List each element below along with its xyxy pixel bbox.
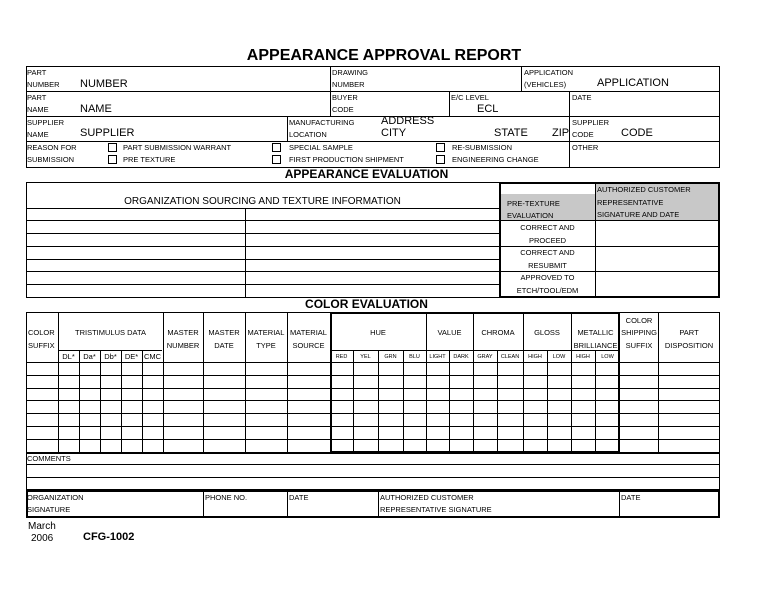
phone-label: PHONE NO. bbox=[205, 493, 248, 502]
material-type-label-2: TYPE bbox=[256, 341, 276, 350]
drawing-number-label-1: DRAWING bbox=[332, 68, 368, 77]
mfg-location-label-1: MANUFACTURING bbox=[289, 118, 355, 127]
org-signature-label-1: ORGANIZATION bbox=[27, 493, 84, 502]
date-label: DATE bbox=[572, 93, 592, 102]
shipping-suffix-label-2: SHIPPING bbox=[621, 328, 657, 337]
part-name-label-1: PART bbox=[27, 93, 47, 102]
supplier-name-label-1: SUPPLIER bbox=[27, 118, 65, 127]
chroma-label: CHROMA bbox=[481, 328, 515, 337]
ec-level-label: E/C LEVEL bbox=[451, 93, 489, 102]
part-number-label-2: NUMBER bbox=[27, 80, 60, 89]
material-source-label-1: MATERIAL bbox=[290, 328, 327, 337]
pretexture-label-2: EVALUATION bbox=[507, 211, 554, 220]
drawing-number-label-2: NUMBER bbox=[332, 80, 365, 89]
color-evaluation-title: COLOR EVALUATION bbox=[305, 297, 428, 311]
application-label-1: APPLICATION bbox=[524, 68, 574, 77]
metallic-col-low: LOW bbox=[601, 354, 614, 360]
hue-col-yel: YEL bbox=[360, 354, 371, 360]
zip-value[interactable]: ZIP bbox=[552, 127, 570, 139]
city-value[interactable]: CITY bbox=[381, 127, 407, 139]
auth-header-3: SIGNATURE AND DATE bbox=[597, 210, 680, 219]
shipping-suffix-label-3: SUFFIX bbox=[625, 341, 653, 350]
approved-etch-1: APPROVED TO bbox=[520, 273, 575, 282]
part-submission-warrant-checkbox[interactable] bbox=[108, 143, 117, 152]
metallic-label-1: METALLIC bbox=[577, 328, 614, 337]
appearance-evaluation-title: APPEARANCE EVALUATION bbox=[284, 167, 449, 181]
application-value[interactable]: APPLICATION bbox=[597, 77, 669, 89]
master-date-label-1: MASTER bbox=[208, 328, 240, 337]
auth-date-label: DATE bbox=[621, 493, 641, 502]
correct-resubmit-2: RESUBMIT bbox=[528, 261, 567, 270]
gloss-col-high: HIGH bbox=[528, 354, 542, 360]
supplier-code-label-1: SUPPLIER bbox=[572, 118, 610, 127]
shipping-suffix-label-1: COLOR bbox=[625, 316, 653, 325]
supplier-name-value[interactable]: SUPPLIER bbox=[80, 127, 135, 139]
mfg-location-label-2: LOCATION bbox=[289, 130, 327, 139]
metallic-label-2: BRILLIANCE bbox=[573, 341, 618, 350]
part-name-label-2: NAME bbox=[27, 105, 49, 114]
first-production-shipment-label: FIRST PRODUCTION SHIPMENT bbox=[289, 155, 404, 164]
comments-label: COMMENTS bbox=[27, 454, 71, 463]
other-label: OTHER bbox=[572, 143, 599, 152]
first-production-shipment-checkbox[interactable] bbox=[272, 155, 281, 164]
material-source-label-2: SOURCE bbox=[292, 341, 325, 350]
gloss-col-low: LOW bbox=[552, 354, 566, 360]
address-value[interactable]: ADDRESS bbox=[381, 115, 435, 127]
metallic-col-high: HIGH bbox=[576, 354, 590, 360]
pre-texture-checkbox[interactable] bbox=[108, 155, 117, 164]
engineering-change-label: ENGINEERING CHANGE bbox=[452, 155, 539, 164]
tri-col-de: DE* bbox=[124, 352, 139, 361]
re-submission-label: RE-SUBMISSION bbox=[452, 143, 513, 152]
signature-date-label: DATE bbox=[289, 493, 309, 502]
buyer-code-label-1: BUYER bbox=[332, 93, 358, 102]
material-type-label-1: MATERIAL bbox=[247, 328, 285, 337]
application-label-2: (VEHICLES) bbox=[524, 80, 567, 89]
revision-year: 2006 bbox=[31, 533, 54, 544]
org-signature-label-2: SIGNATURE bbox=[27, 505, 71, 514]
part-number-value[interactable]: NUMBER bbox=[80, 78, 128, 90]
engineering-change-checkbox[interactable] bbox=[436, 155, 445, 164]
approved-etch-2: ETCH/TOOL/EDM bbox=[516, 286, 579, 295]
auth-header-2: REPRESENTATIVE bbox=[597, 198, 664, 207]
supplier-name-label-2: NAME bbox=[27, 130, 49, 139]
value-col-dark: DARK bbox=[453, 354, 469, 360]
special-sample-label: SPECIAL SAMPLE bbox=[289, 143, 353, 152]
hue-col-grn: GRN bbox=[384, 354, 397, 360]
master-date-label-2: DATE bbox=[214, 341, 234, 350]
tri-col-dl: DL* bbox=[62, 352, 75, 361]
revision-month: March bbox=[28, 521, 56, 532]
report-title: APPEARANCE APPROVAL REPORT bbox=[246, 47, 522, 64]
pretexture-label-1: PRE-TEXTURE bbox=[507, 199, 560, 208]
supplier-code-value[interactable]: CODE bbox=[621, 127, 653, 139]
re-submission-checkbox[interactable] bbox=[436, 143, 445, 152]
correct-proceed-1: CORRECT AND bbox=[520, 223, 575, 232]
ec-level-value[interactable]: ECL bbox=[477, 103, 499, 115]
correct-resubmit-1: CORRECT AND bbox=[520, 248, 575, 257]
signature-row bbox=[26, 490, 720, 518]
tristimulus-label: TRISTIMULUS DATA bbox=[75, 328, 146, 337]
part-name-value[interactable]: NAME bbox=[80, 103, 112, 115]
master-number-label-1: MASTER bbox=[167, 328, 199, 337]
value-col-light: LIGHT bbox=[429, 354, 446, 360]
buyer-code-label-2: CODE bbox=[332, 105, 354, 114]
special-sample-checkbox[interactable] bbox=[272, 143, 281, 152]
comments-area[interactable] bbox=[26, 453, 720, 490]
chroma-col-clean: CLEAN bbox=[500, 354, 520, 360]
supplier-code-label-2: CODE bbox=[572, 130, 594, 139]
hue-col-red: RED bbox=[335, 354, 348, 360]
auth-signature-label-1: AUTHORIZED CUSTOMER bbox=[380, 493, 474, 502]
part-submission-warrant-label: PART SUBMISSION WARRANT bbox=[123, 143, 232, 152]
form-number: CFG-1002 bbox=[83, 531, 135, 543]
auth-header-1: AUTHORIZED CUSTOMER bbox=[597, 185, 691, 194]
gloss-label: GLOSS bbox=[534, 328, 560, 337]
master-number-label-2: NUMBER bbox=[166, 341, 200, 350]
state-value[interactable]: STATE bbox=[494, 127, 528, 139]
pre-texture-label: PRE TEXTURE bbox=[123, 155, 176, 164]
reason-label-2: SUBMISSION bbox=[27, 155, 75, 164]
hue-col-blu: BLU bbox=[409, 354, 420, 360]
sourcing-header: ORGANIZATION SOURCING AND TEXTURE INFORMATION bbox=[124, 196, 401, 207]
part-disposition-label-1: PART bbox=[679, 328, 699, 337]
tri-col-da: Da* bbox=[83, 352, 96, 361]
hue-label: HUE bbox=[370, 328, 386, 337]
auth-signature-label-2: REPRESENTATIVE SIGNATURE bbox=[380, 505, 492, 514]
part-disposition-label-2: DISPOSITION bbox=[664, 341, 714, 350]
correct-proceed-2: PROCEED bbox=[528, 236, 567, 245]
color-suffix-label-2: SUFFIX bbox=[28, 341, 55, 350]
value-label: VALUE bbox=[437, 328, 462, 337]
color-suffix-label-1: COLOR bbox=[28, 328, 55, 337]
tri-col-cmc: CMC bbox=[143, 352, 162, 361]
tri-col-db: Db* bbox=[104, 352, 117, 361]
part-number-label-1: PART bbox=[27, 68, 47, 77]
reason-label-1: REASON FOR bbox=[27, 143, 77, 152]
chroma-col-gray: GRAY bbox=[477, 354, 493, 360]
